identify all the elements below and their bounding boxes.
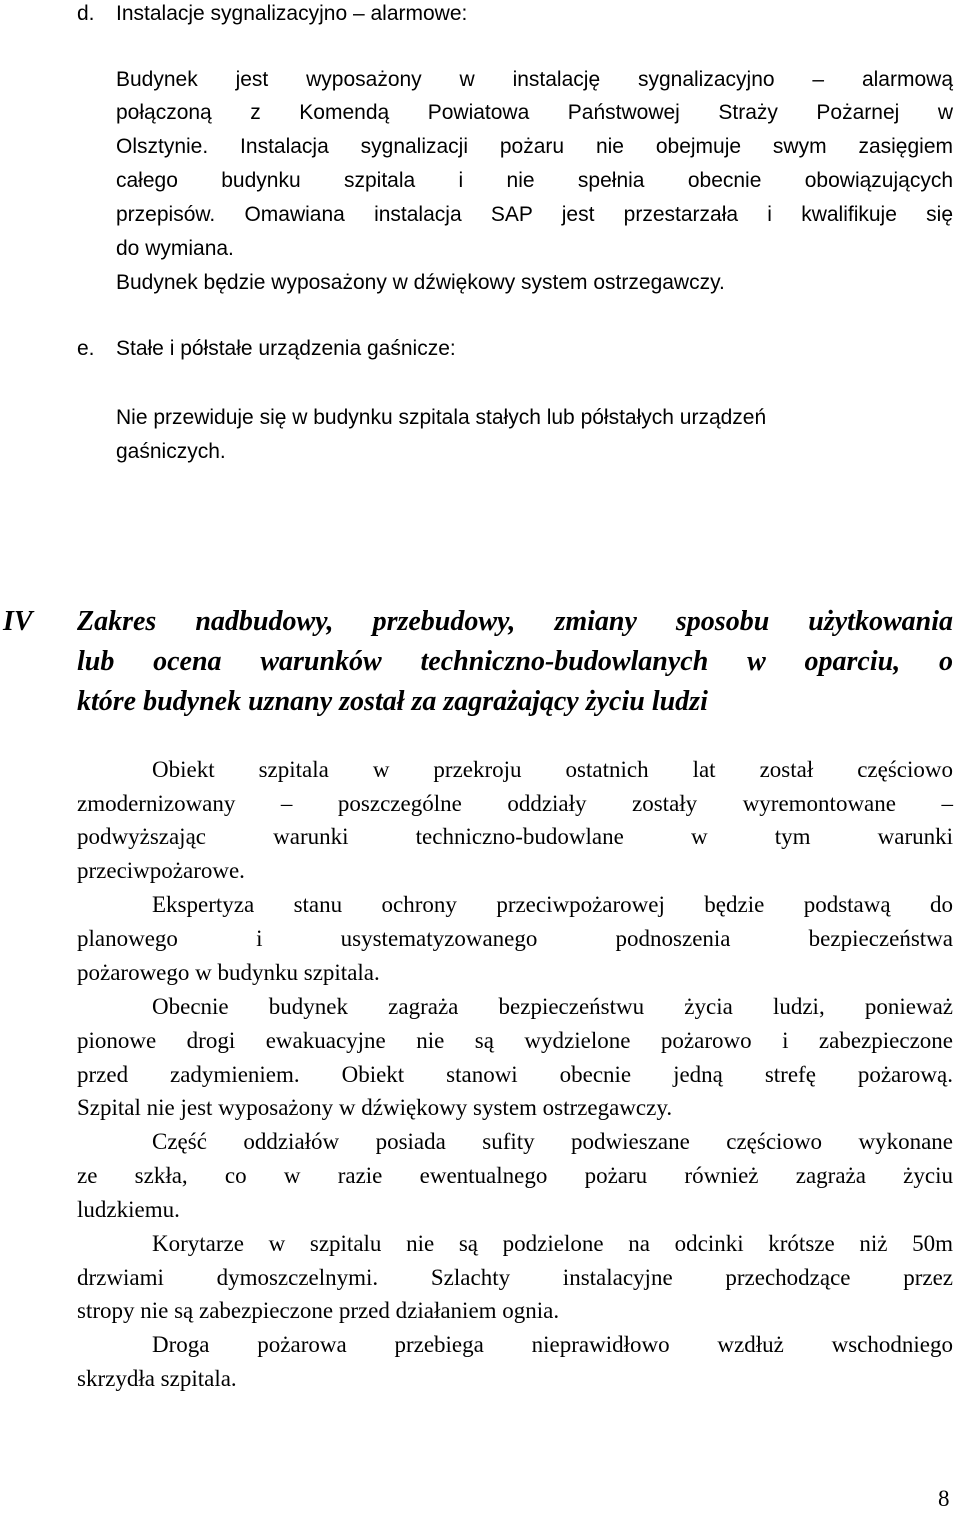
section-iv-line: Ekspertyza stanu ochrony przeciwpożarowej będzie podstawą do	[152, 892, 953, 917]
section-iv-line: przed zadymieniem. Obiekt stanowi obecnie jedną strefę pożarową.	[77, 1062, 953, 1087]
section-d-marker: d.	[77, 2, 95, 25]
section-d-line: Olsztynie. Instalacja sygnalizacji pożaru nie obejmuje swym zasięgiem	[116, 135, 953, 158]
section-iv-line: przeciwpożarowe.	[77, 858, 245, 883]
section-iv-line: ze szkła, co w razie ewentualnego pożaru również zagraża życiu	[77, 1163, 953, 1188]
section-d-line: przepisów. Omawiana instalacja SAP jest przestarzała i kwalifikuje się	[116, 203, 953, 226]
section-d-line: Budynek jest wyposażony w instalację sygnalizacyjno – alarmową	[116, 68, 953, 91]
section-iv-line: Obecnie budynek zagraża bezpieczeństwu życia ludzi, ponieważ	[152, 994, 953, 1019]
section-d-line: do wymiana.	[116, 237, 234, 260]
section-iv-line: Korytarze w szpitalu nie są podzielone na odcinki krótsze niż 50m	[152, 1231, 953, 1256]
section-e-line: Nie przewiduje się w budynku szpitala stałych lub półstałych urządzeń	[116, 406, 767, 429]
section-iv-heading-line: które budynek uznany został za zagrażający życiu ludzi	[77, 686, 708, 717]
section-iv-line: pionowe drogi ewakuacyjne nie są wydzielone pożarowo i zabezpieczone	[77, 1028, 953, 1053]
section-e-marker: e.	[77, 337, 95, 360]
section-iv-line: Szpital nie jest wyposażony w dźwiękowy system ostrzegawczy.	[77, 1095, 673, 1120]
section-iv-line: skrzydła szpitala.	[77, 1366, 237, 1391]
section-iv-line: stropy nie są zabezpieczone przed działaniem ognia.	[77, 1298, 560, 1323]
section-iv-line: Droga pożarowa przebiega nieprawidłowo wzdłuż wschodniego	[152, 1332, 953, 1357]
section-iv-heading-line: lub ocena warunków techniczno-budowlanych w oparciu, o	[77, 646, 953, 677]
section-iv-heading-line: Zakres nadbudowy, przebudowy, zmiany sposobu użytkowania	[77, 606, 953, 637]
section-iv-line: pożarowego w budynku szpitala.	[77, 960, 380, 985]
section-d-line: połączoną z Komendą Powiatowa Państwowej Straży Pożarnej w	[116, 101, 953, 124]
section-iv-line: Obiekt szpitala w przekroju ostatnich lat został częściowo	[152, 757, 953, 782]
section-iv-line: ludzkiemu.	[77, 1197, 180, 1222]
section-d-line: całego budynku szpitala i nie spełnia obecnie obowiązujących	[116, 169, 953, 192]
page-number: 8	[938, 1486, 950, 1511]
section-iv-line: zmodernizowany – poszczególne oddziały zostały wyremontowane –	[77, 791, 953, 816]
section-iv-line: planowego i usystematyzowanego podnoszenia bezpieczeństwa	[77, 926, 953, 951]
section-iv-numeral: IV	[3, 606, 33, 637]
section-iv-line: Część oddziałów posiada sufity podwieszane częściowo wykonane	[152, 1129, 953, 1154]
section-e-line: gaśniczych.	[116, 440, 226, 463]
section-d-title: Instalacje sygnalizacyjno – alarmowe:	[116, 2, 468, 25]
section-d-line: Budynek będzie wyposażony w dźwiękowy system ostrzegawczy.	[116, 271, 725, 294]
section-iv-line: drzwiami dymoszczelnymi. Szlachty instalacyjne przechodzące przez	[77, 1265, 953, 1290]
section-e-title: Stałe i półstałe urządzenia gaśnicze:	[116, 337, 456, 360]
section-iv-line: podwyższając warunki techniczno-budowlane w tym warunki	[77, 824, 953, 849]
